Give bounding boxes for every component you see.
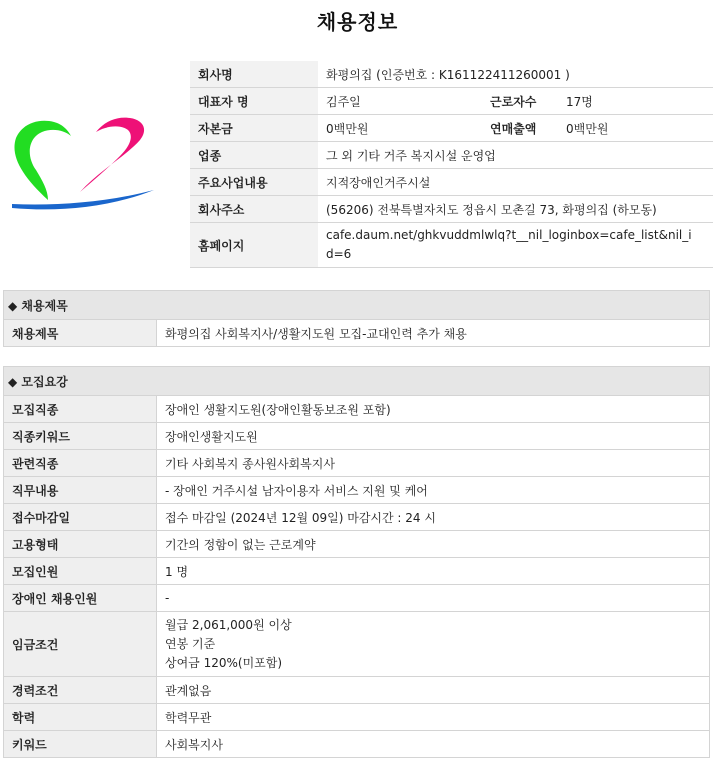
business-label: 주요사업내용 bbox=[190, 169, 318, 196]
industry-label: 업종 bbox=[190, 142, 318, 169]
education-label: 학력 bbox=[4, 704, 157, 731]
wage-line-3: 상여금 120%(미포함) bbox=[165, 655, 283, 670]
job-keyword-label: 직종키워드 bbox=[4, 423, 157, 450]
workers-label: 근로자수 bbox=[482, 88, 558, 115]
wage-line-2: 연봉 기준 bbox=[165, 636, 216, 651]
company-logo bbox=[8, 112, 158, 216]
employment-type-value: 기간의 정함이 없는 근로계약 bbox=[157, 531, 710, 558]
company-name-value: 화평의집 (인증번호 : K161122411260001 ) bbox=[318, 61, 713, 88]
company-info-table bbox=[190, 61, 713, 268]
recruit-title-header: ◆ 채용제목 bbox=[4, 291, 710, 320]
homepage-link-line-1[interactable]: cafe.daum.net/ghkvuddmlwlq?t__nil_loginbox=cafe_list&nil_i bbox=[326, 228, 692, 242]
ceo-label: 대표자 명 bbox=[190, 88, 318, 115]
business-value: 지적장애인거주시설 bbox=[318, 169, 713, 196]
company-name-label: 회사명 bbox=[190, 61, 318, 88]
sales-label: 연매출액 bbox=[482, 115, 558, 142]
keyword-value: 사회복지사 bbox=[157, 731, 710, 758]
sales-value: 0백만원 bbox=[558, 115, 713, 142]
deadline-label: 접수마감일 bbox=[4, 504, 157, 531]
capital-value: 0백만원 bbox=[318, 115, 482, 142]
career-label: 경력조건 bbox=[4, 677, 157, 704]
address-label: 회사주소 bbox=[190, 196, 318, 223]
education-value: 학력무관 bbox=[157, 704, 710, 731]
address-value: (56206) 전북특별자치도 정읍시 모촌길 73, 화평의집 (하모동) bbox=[318, 196, 713, 223]
job-category-label: 모집직종 bbox=[4, 396, 157, 423]
homepage-link-line-2[interactable]: d=6 bbox=[326, 247, 352, 261]
disabled-hire-label: 장애인 채용인원 bbox=[4, 585, 157, 612]
homepage-label: 홈페이지 bbox=[190, 223, 318, 268]
related-job-label: 관련직종 bbox=[4, 450, 157, 477]
deadline-value: 접수 마감일 (2024년 12월 09일) 마감시간 : 24 시 bbox=[157, 504, 710, 531]
job-category-value: 장애인 생활지도원(장애인활동보조원 포함) bbox=[157, 396, 710, 423]
capital-label: 자본금 bbox=[190, 115, 318, 142]
homepage-link[interactable] bbox=[318, 223, 713, 268]
wage-line-1: 월급 2,061,000원 이상 bbox=[165, 617, 292, 632]
job-keyword-value: 장애인생활지도원 bbox=[157, 423, 710, 450]
wage-label: 임금조건 bbox=[4, 612, 157, 677]
disabled-hire-value: - bbox=[157, 585, 710, 612]
page-title: 채용정보 bbox=[316, 10, 399, 34]
requirements-header: ◆ 모집요강 bbox=[4, 367, 710, 396]
headcount-label: 모집인원 bbox=[4, 558, 157, 585]
wage-value bbox=[157, 612, 710, 677]
requirements-section bbox=[3, 366, 710, 758]
career-value: 관계없음 bbox=[157, 677, 710, 704]
recruit-title-section bbox=[3, 290, 710, 347]
ceo-value: 김주일 bbox=[318, 88, 482, 115]
recruit-title-value: 화평의집 사회복지사/생활지도원 모집-교대인력 추가 채용 bbox=[157, 320, 710, 347]
related-job-value: 기타 사회복지 종사원사회복지사 bbox=[157, 450, 710, 477]
duties-label: 직무내용 bbox=[4, 477, 157, 504]
industry-value: 그 외 기타 거주 복지시설 운영업 bbox=[318, 142, 713, 169]
employment-type-label: 고용형태 bbox=[4, 531, 157, 558]
headcount-value: 1 명 bbox=[157, 558, 710, 585]
keyword-label: 키워드 bbox=[4, 731, 157, 758]
duties-value: - 장애인 거주시설 남자이용자 서비스 지원 및 케어 bbox=[157, 477, 710, 504]
workers-value: 17명 bbox=[558, 88, 713, 115]
recruit-title-label: 채용제목 bbox=[4, 320, 157, 347]
